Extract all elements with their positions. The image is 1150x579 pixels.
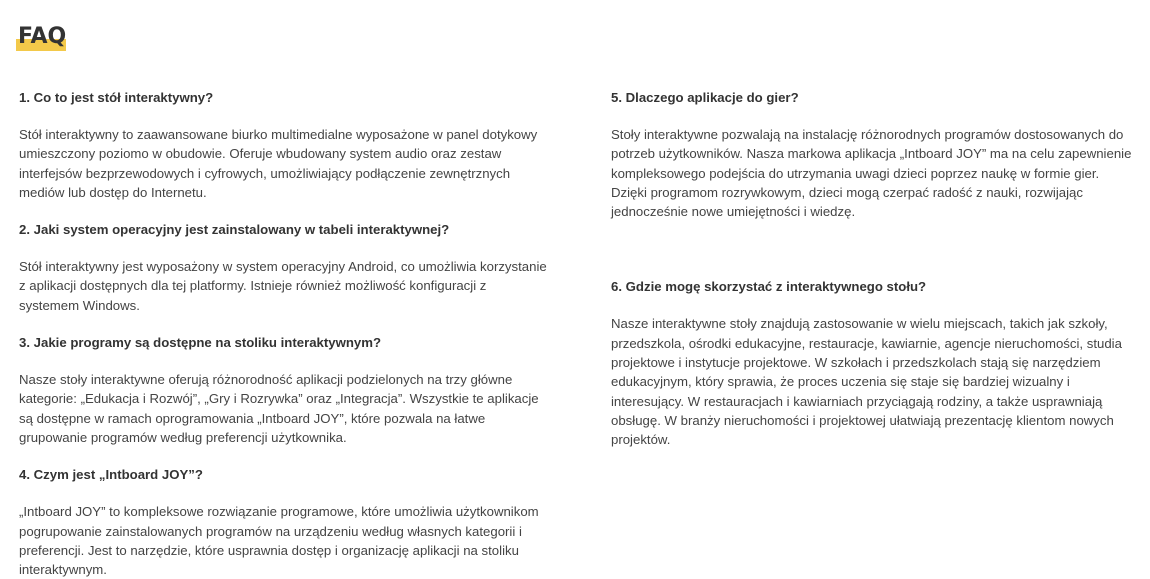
faq-item-6: [611, 277, 1136, 449]
faq-answer-3: Nasze stoły interaktywne oferują różnorodność aplikacji podzielonych na trzy główne kategorie: „Edukacja i Rozwój”, „Gry i Rozrywka” oraz „Integracja”. Wszystkie te aplikacje są dostępne w ramach oprogramowania „Intboard JOY”, które pozwala na łatwe grupowanie programów według preferencji użytkownika.: [19, 372, 539, 445]
faq-item-5: [611, 88, 1136, 221]
faq-question-4: 4. Czym jest „Intboard JOY”?: [19, 467, 203, 483]
faq-question-2: 2. Jaki system operacyjny jest zainstalowany w tabeli interaktywnej?: [19, 222, 450, 238]
faq-question-1: 1. Co to jest stół interaktywny?: [19, 90, 214, 105]
page-title: FAQ: [18, 24, 67, 49]
faq-question-3: 3. Jakie programy są dostępne na stoliku interaktywnym?: [19, 335, 382, 351]
faq-column-right: [611, 88, 1136, 450]
faq-item-3: [19, 333, 549, 447]
faq-answer-5: Stoły interaktywne pozwalają na instalację różnorodnych programów dostosowanych do potrzeb użytkowników. Nasza markowa aplikacja „Intboard JOY” ma na celu zapewnienie kompleksowego podejścia do utrzymania uwagi dzieci poprzez naukę w formie gier. Dzięki programom rozrywkowym, dzieci mogą czerpać radość z nauki, rozwijając jednocześnie nowe umiejętności i wiedzę.: [611, 127, 1132, 220]
faq-item-4: [19, 465, 549, 579]
faq-answer-2: Stół interaktywny jest wyposażony w system operacyjny Android, co umożliwia korzystanie z aplikacji dostępnych dla tej platformy. Istnieje również możliwość konfiguracji z systemem Windows.: [19, 259, 547, 313]
faq-question-6: 6. Gdzie mogę skorzystać z interaktywnego stołu?: [611, 279, 927, 295]
faq-column-left: [19, 88, 549, 579]
faq-answer-4: „Intboard JOY” to kompleksowe rozwiązanie programowe, które umożliwia użytkownikom pogrupowanie zainstalowanych programów na urządzeniu według własnych kategorii i preferencji. Jest to narzędzie, które usprawnia dostęp i organizację aplikacji na stoliku interaktywnym.: [19, 504, 539, 578]
faq-answer-1: Stół interaktywny to zaawansowane biurko multimedialne wyposażone w panel dotykowy umieszczony poziomo w obudowie. Oferuje wbudowany system audio oraz zestaw interfejsów bezprzewodowych i cyfrowych, umożliwiający podłączenie zewnętrznych mediów lub dostęp do Internetu.: [19, 127, 538, 200]
faq-answer-6: Nasze interaktywne stoły znajdują zastosowanie w wielu miejscach, takich jak szkoły, przedszkola, ośrodki edukacyjne, restauracje, kawiarnie, agencje nieruchomości, studia projektowe i instytucje projektowe. W szkołach i przedszkolach stają się narzędziem edukacyjnym, który sprawia, że proces uczenia się staje się bardziej wizualny i interesujący. W restauracjach i kawiarniach przyciągają rodziny, a także usprawniają obsługę. W branży nieruchomości i projektowej ułatwiają prezentację klientom nowych projektów.: [611, 316, 1122, 448]
faq-item-1: [19, 88, 549, 202]
faq-question-5: 5. Dlaczego aplikacje do gier?: [611, 90, 799, 105]
faq-item-2: [19, 220, 549, 315]
